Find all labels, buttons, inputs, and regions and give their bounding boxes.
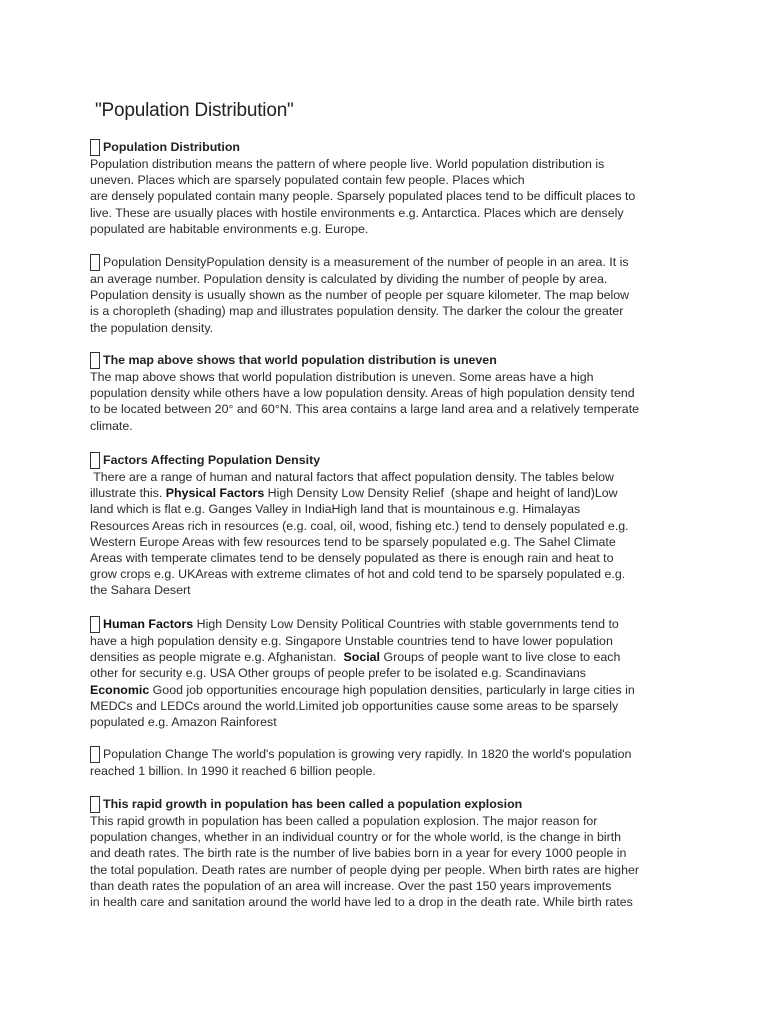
section-heading: Population Distribution xyxy=(103,140,240,154)
body-text: Good job opportunities encourage high population densities, particularly in large cities in xyxy=(149,682,635,697)
body-line: uneven. Places which are sparsely populated contain few people. Places which xyxy=(90,173,525,188)
body-line-with-icon xyxy=(90,254,680,271)
body-line: are densely populated contain many people. Sparsely populated places tend to be difficult places to xyxy=(90,189,636,204)
section-population-explosion xyxy=(90,796,680,910)
body-line: an average number. Population density is calculated by dividing the number of people by area. xyxy=(90,272,608,286)
body-line: Population distribution means the pattern of where people live. World population distribution is xyxy=(90,157,605,171)
section-human-factors xyxy=(90,616,680,730)
body-line: population changes, whether in an individual country or for the whole world, is the change in birth xyxy=(90,830,622,845)
missing-glyph-box-icon xyxy=(90,139,100,156)
body-line: This rapid growth in population has been called a population explosion. The major reason for xyxy=(90,814,598,828)
body-line: climate. xyxy=(90,418,133,433)
section-population-density xyxy=(90,254,680,336)
body-text: High Density Low Density Relief (shape and height of land)Low xyxy=(264,486,618,501)
body-line-mixed xyxy=(90,485,680,501)
body-line: MEDCs and LEDCs around the world.Limited job opportunities cause some areas to be sparsely xyxy=(90,698,619,713)
missing-glyph-box-icon xyxy=(90,452,100,469)
section-heading-line xyxy=(90,452,680,469)
body-line: Population density is usually shown as the number of people per square kilometer. The map below xyxy=(90,288,630,303)
section-heading: Factors Affecting Population Density xyxy=(103,453,321,467)
body-line: reached 1 billion. In 1990 it reached 6 billion people. xyxy=(90,764,376,778)
section-heading-line xyxy=(90,796,680,813)
section-map-uneven xyxy=(90,352,680,434)
missing-glyph-box-icon xyxy=(90,746,100,763)
section-heading: This rapid growth in population has been called a population explosion xyxy=(103,797,523,811)
section-heading: The map above shows that world population distribution is uneven xyxy=(103,353,497,367)
section-population-distribution xyxy=(90,139,680,237)
missing-glyph-box-icon xyxy=(90,796,100,813)
body-line-mixed xyxy=(90,682,680,698)
body-line: to be located between 20° and 60°N. This area contains a large land area and a relatively temperate xyxy=(90,402,640,417)
body-line: Population Change The world's population is growing very rapidly. In 1820 the world's population xyxy=(103,747,632,761)
missing-glyph-box-icon xyxy=(90,352,100,369)
section-population-change xyxy=(90,746,680,779)
body-line: population density while others have a low population density. Areas of high population density tend xyxy=(90,386,635,401)
body-line: The map above shows that world population distribution is uneven. Some areas have a high xyxy=(90,370,594,384)
body-text: High Density Low Density Political Countries with stable governments tend to xyxy=(193,617,619,631)
body-line: There are a range of human and natural factors that affect population density. The tables below xyxy=(90,470,614,484)
body-line: and death rates. The birth rate is the number of live babies born in a year for every 1000 people in xyxy=(90,846,627,861)
body-line: live. These are usually places with hostile environments e.g. Antarctica. Places which are densely xyxy=(90,205,624,220)
body-text: Groups of people want to live close to each xyxy=(380,650,621,665)
body-line: the population density. xyxy=(90,320,214,335)
body-line-with-icon xyxy=(90,746,680,763)
missing-glyph-box-icon xyxy=(90,254,100,271)
body-line: in health care and sanitation around the world have led to a drop in the death rate. While birth rates xyxy=(90,895,633,910)
body-line: other for security e.g. USA Other groups of people prefer to be isolated e.g. Scandinavians xyxy=(90,666,586,681)
body-line: Areas with temperate climates tend to be densely populated as there is enough rain and heat to xyxy=(90,551,614,566)
body-line-mixed xyxy=(90,649,680,665)
bold-label-physical-factors: Physical Factors xyxy=(165,486,265,501)
section-heading-line xyxy=(90,139,680,156)
body-line: the total population. Death rates are number of people dying per people. When birth rates are higher xyxy=(90,862,639,877)
bold-label-economic: Economic xyxy=(90,682,150,697)
body-line: the Sahara Desert xyxy=(90,583,191,598)
section-factors xyxy=(90,452,680,599)
body-line: than death rates the population of an area will increase. Over the past 150 years improvements xyxy=(90,878,612,893)
document-title: "Population Distribution" xyxy=(95,100,294,121)
body-line: populated e.g. Amazon Rainforest xyxy=(90,715,277,730)
body-line: populated are habitable environments e.g. Europe. xyxy=(90,221,369,236)
body-line: land which is flat e.g. Ganges Valley in IndiaHigh land that is mountainous e.g. Himalayas xyxy=(90,502,581,517)
section-heading-line xyxy=(90,352,680,369)
body-line-mixed xyxy=(90,616,680,633)
body-text: illustrate this. xyxy=(90,486,166,501)
missing-glyph-box-icon xyxy=(90,616,100,633)
bold-label-human-factors: Human Factors xyxy=(103,617,194,631)
body-line: have a high population density e.g. Singapore Unstable countries tend to have lower population xyxy=(90,634,613,648)
body-line: Resources Areas rich in resources (e.g. coal, oil, wood, fishing etc.) tend to densely populated e.g. xyxy=(90,518,629,533)
body-line: grow crops e.g. UKAreas with extreme climates of hot and cold tend to be sparsely populated e.g. xyxy=(90,567,626,582)
bold-label-social: Social xyxy=(343,650,380,665)
body-line: Population DensityPopulation density is a measurement of the number of people in an area. It is xyxy=(103,255,629,269)
body-line: is a choropleth (shading) map and illustrates population density. The darker the colour the greater xyxy=(90,304,624,319)
body-line: Western Europe Areas with few resources tend to be sparsely populated e.g. The Sahel Climate xyxy=(90,534,616,549)
body-text: densities as people migrate e.g. Afghanistan. xyxy=(90,650,344,665)
